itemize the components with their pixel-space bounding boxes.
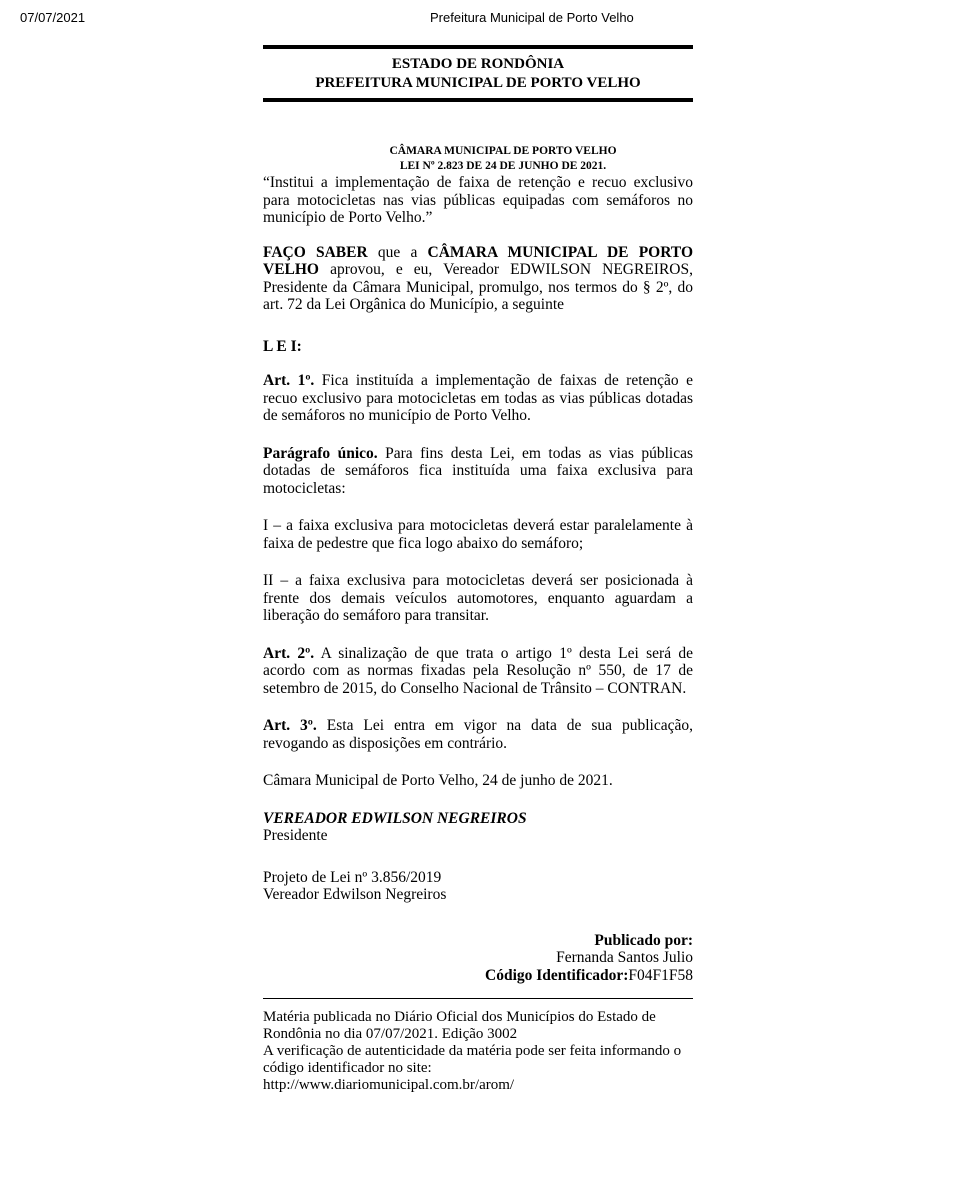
place-date: Câmara Municipal de Porto Velho, 24 de junho de 2021. — [263, 772, 613, 789]
publisher-name: Fernanda Santos Julio — [556, 949, 693, 966]
preamble-bold-b: CÂMARA MUNICIPAL DE PORTO VELHO — [263, 243, 693, 278]
signature-block — [263, 810, 693, 845]
preamble-bold-a: FAÇO SABER — [263, 243, 368, 261]
header-prefecture: PREFEITURA MUNICIPAL DE PORTO VELHO — [315, 75, 641, 91]
footer-verification-note: A verificação de autenticidade da matéria pode ser feita informando o código identificador no site: — [263, 1043, 682, 1076]
document-header — [263, 49, 693, 98]
paragrafo-unico-text: Para fins desta Lei, em todas as vias públicas dotadas de semáforos fica instituída uma faixa exclusiva para motocicletas: — [263, 444, 693, 497]
act-law-number: LEI Nº 2.823 DE 24 DE JUNHO DE 2021. — [399, 160, 607, 172]
inciso-2: II – a faixa exclusiva para motocicletas deverá ser posicionada à frente dos demais veículos automotores, enquanto aguardam a liberação do semáforo para transitar. — [263, 572, 693, 624]
lei-heading-text: L E I: — [263, 337, 302, 355]
preamble — [263, 244, 693, 314]
paragrafo-unico — [263, 445, 693, 498]
article-1-text: Fica instituída a implementação de faixas de retenção e recuo exclusivo para motocicletas em todas as vias públicas dotadas de semáforos no município de Porto Velho. — [263, 372, 693, 424]
footer-publication-note: Matéria publicada no Diário Oficial dos Municípios do Estado de Rondônia no dia 07/07/2021. Edição 3002 — [263, 1009, 656, 1042]
article-2 — [263, 645, 693, 698]
project-info — [263, 869, 693, 904]
inciso-1: I – a faixa exclusiva para motocicletas deverá estar paralelamente à faixa de pedestre que fica logo abaixo do semáforo; — [263, 517, 693, 552]
ementa: “Institui a implementação de faixa de retenção e recuo exclusivo para motocicletas nas vias públicas equipadas com semáforos no município de Porto Velho.” — [263, 174, 693, 226]
footer-rule — [263, 998, 693, 999]
footer-url: http://www.diariomunicipal.com.br/arom/ — [263, 1077, 515, 1093]
article-3-text: Esta Lei entra em vigor na data de sua publicação, revogando as disposições em contrário. — [263, 717, 694, 752]
identifier-code — [263, 967, 693, 985]
article-3-label: Art. 3º. — [263, 717, 317, 734]
publication-info — [263, 932, 693, 985]
project-author: Vereador Edwilson Negreiros — [263, 886, 447, 903]
print-page-title: Prefeitura Municipal de Porto Velho — [430, 10, 634, 25]
publication-footer — [263, 1009, 693, 1094]
project-number: Projeto de Lei nº 3.856/2019 — [263, 868, 442, 886]
print-date: 07/07/2021 — [20, 10, 86, 25]
article-2-text: A sinalização de que trata o artigo 1º desta Lei será de acordo com as normas fixadas pela Resolução nº 550, de 17 de setembro de 2015, do Conselho Nacional de Trânsito – CONTRAN. — [263, 644, 693, 697]
preamble-text-a: que a — [367, 243, 428, 261]
article-1-label: Art. 1º. — [263, 372, 315, 389]
article-2-label: Art. 2º. — [263, 644, 315, 662]
signature-name: VEREADOR EDWILSON NEGREIROS — [263, 809, 527, 827]
preamble-text-b: aprovou, e eu, Vereador EDWILSON NEGREIROS, Presidente da Câmara Municipal, promulgo, nos termos do § 2º, do art. 72 da Lei Orgânica do Município, a seguinte — [263, 261, 693, 313]
lei-heading — [263, 338, 693, 356]
signature-role: Presidente — [263, 827, 328, 844]
act-chamber: CÂMARA MUNICIPAL DE PORTO VELHO — [389, 145, 617, 157]
article-1 — [263, 372, 693, 425]
header-state: ESTADO DE RONDÔNIA — [391, 56, 565, 72]
article-3 — [263, 717, 693, 752]
published-by-label: Publicado por: — [594, 931, 693, 949]
identifier-code-label: Código Identificador: — [485, 966, 629, 984]
document-page — [263, 45, 693, 1094]
identifier-code-value: F04F1F58 — [628, 966, 693, 984]
paragrafo-unico-label: Parágrafo único. — [263, 444, 378, 462]
header-bottom-rule — [263, 98, 693, 102]
act-heading — [263, 144, 693, 174]
